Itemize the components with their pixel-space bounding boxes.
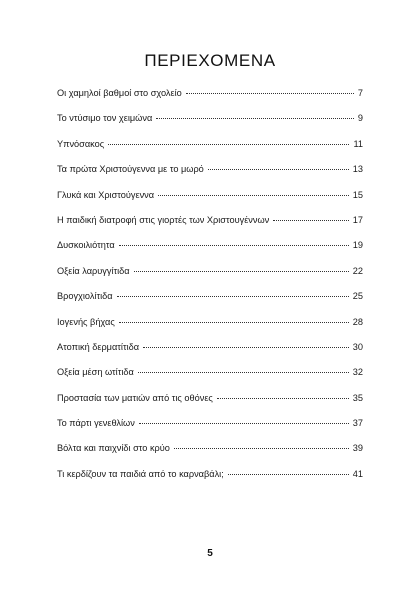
- toc-entry-page: 19: [352, 240, 363, 251]
- dot-leader: [273, 220, 349, 221]
- page-number: 5: [207, 548, 213, 559]
- dot-leader: [138, 372, 349, 373]
- toc-entry: [57, 342, 363, 367]
- toc-entry-label: Γλυκά και Χριστούγεννα: [57, 189, 155, 200]
- dot-leader: [108, 144, 349, 145]
- toc-entry-page: 17: [352, 214, 363, 225]
- toc-entry: [57, 367, 363, 392]
- toc-entry-page: 30: [352, 341, 363, 352]
- toc-entry-label: Το πάρτι γενεθλίων: [57, 418, 135, 429]
- toc-entry-page: 35: [352, 392, 363, 403]
- toc-entry: [57, 215, 363, 240]
- toc-entry: [57, 443, 363, 468]
- toc-entry-page: 11: [353, 138, 363, 149]
- dot-leader: [139, 423, 349, 424]
- toc-entry-page: 15: [352, 189, 363, 200]
- toc-entry: [57, 139, 363, 164]
- toc-entry-label: Υπνόσακος: [57, 138, 105, 149]
- toc-entry-label: Το ντύσιμο τον χειμώνα: [57, 113, 153, 124]
- toc-entry-page: 7: [357, 88, 363, 98]
- toc-entry-page: 9: [357, 113, 363, 124]
- toc-entry-label: Οξεία μέση ωτίτιδα: [57, 367, 134, 378]
- toc-entry: [57, 393, 363, 418]
- toc-entry-label: Η παιδική διατροφή στις γιορτές των Χριστουγέννων: [57, 214, 270, 225]
- toc-entry-page: 25: [352, 291, 363, 302]
- toc-entry-label: Ιογενής βήχας: [57, 316, 115, 327]
- toc-entry: [57, 240, 363, 265]
- dot-leader: [117, 296, 349, 297]
- toc-entry-page: 41: [352, 468, 363, 479]
- toc-entry: [57, 113, 363, 138]
- dot-leader: [143, 347, 349, 348]
- toc-entry: [57, 469, 363, 494]
- toc-entry-label: Τι κερδίζουν τα παιδιά από το καρναβάλι;: [57, 468, 224, 479]
- dot-leader: [119, 245, 349, 246]
- dot-leader: [134, 271, 349, 272]
- dot-leader: [217, 398, 349, 399]
- toc-entry: [57, 418, 363, 443]
- toc-entry-label: Προστασία των ματιών από τις οθόνες: [57, 392, 213, 403]
- dot-leader: [208, 169, 349, 170]
- dot-leader: [174, 448, 349, 449]
- toc-entry-page: 32: [352, 367, 363, 378]
- toc-entry-page: 28: [352, 316, 363, 327]
- dot-leader: [156, 118, 354, 119]
- toc-entry-label: Οι χαμηλοί βαθμοί στο σχολείο: [57, 88, 182, 98]
- page-title: ΠΕΡΙΕΧΟΜΕΝΑ: [144, 51, 276, 70]
- toc-entry-page: 22: [352, 265, 363, 276]
- toc-entry-page: 39: [352, 443, 363, 454]
- toc-entry-label: Δυσκοιλιότητα: [57, 240, 115, 251]
- dot-leader: [186, 93, 354, 94]
- toc-entry-page: 13: [352, 164, 363, 175]
- toc-entry: [57, 291, 363, 316]
- toc-entry: [57, 190, 363, 215]
- toc-entry-label: Βρογχιολίτιδα: [57, 291, 113, 302]
- dot-leader: [228, 474, 349, 475]
- toc-entry: [57, 88, 363, 113]
- toc-entry-label: Ατοπική δερματίτιδα: [57, 341, 140, 352]
- toc-entry: [57, 317, 363, 342]
- toc-entry: [57, 164, 363, 189]
- table-of-contents: [57, 88, 363, 494]
- toc-entry-page: 37: [352, 418, 363, 429]
- toc-entry-label: Βόλτα και παιχνίδι στο κρύο: [57, 443, 170, 454]
- toc-entry-label: Τα πρώτα Χριστούγεννα με το μωρό: [57, 164, 204, 175]
- dot-leader: [158, 195, 349, 196]
- dot-leader: [119, 322, 349, 323]
- toc-entry: [57, 266, 363, 291]
- toc-entry-label: Οξεία λαρυγγίτιδα: [57, 265, 130, 276]
